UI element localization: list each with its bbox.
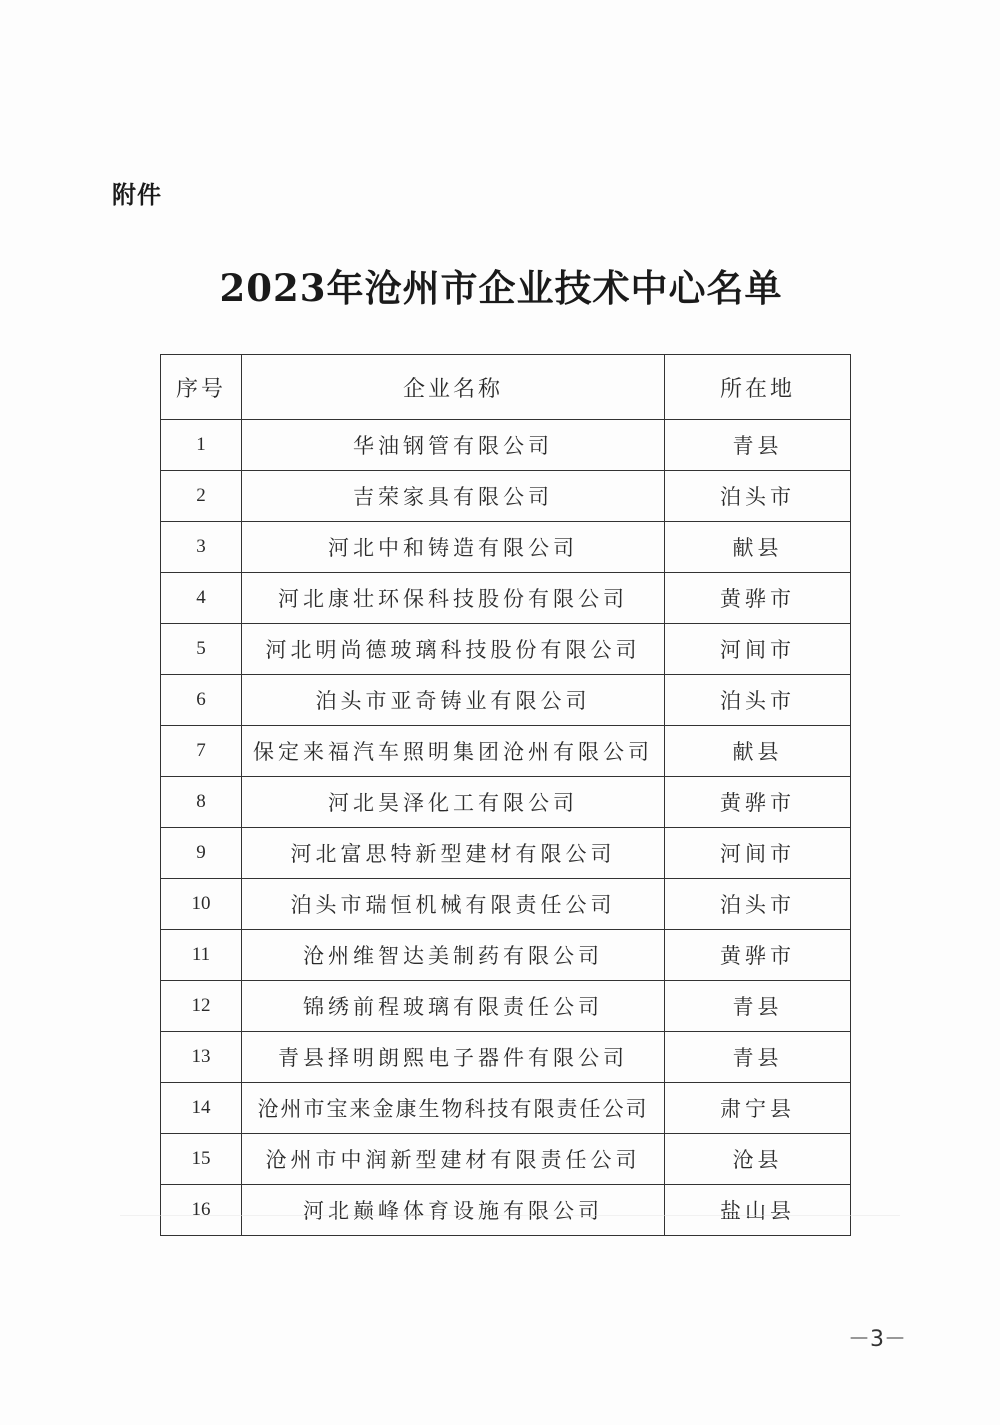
location: 黄骅市	[665, 777, 851, 828]
company-name: 河北康壮环保科技股份有限公司	[242, 573, 665, 624]
document-title: 2023年沧州市企业技术中心名单	[219, 266, 783, 310]
location: 黄骅市	[665, 930, 851, 981]
row-index: 10	[161, 879, 242, 930]
row-index: 11	[161, 930, 242, 981]
company-name: 河北中和铸造有限公司	[242, 522, 665, 573]
company-name: 华油钢管有限公司	[242, 420, 665, 471]
row-index: 16	[161, 1185, 242, 1236]
location: 泊头市	[665, 471, 851, 522]
row-index: 15	[161, 1134, 242, 1185]
location: 献县	[665, 726, 851, 777]
location: 泊头市	[665, 675, 851, 726]
row-index: 3	[161, 522, 242, 573]
attachment-label: 附件	[112, 181, 162, 209]
row-index: 14	[161, 1083, 242, 1134]
row-index: 9	[161, 828, 242, 879]
company-name: 泊头市亚奇铸业有限公司	[242, 675, 665, 726]
table-header-row	[161, 355, 851, 420]
company-name: 沧州市中润新型建材有限责任公司	[242, 1134, 665, 1185]
column-header-company: 企业名称	[242, 355, 665, 420]
location: 河间市	[665, 828, 851, 879]
company-name: 河北富思特新型建材有限公司	[242, 828, 665, 879]
table-row	[161, 879, 851, 930]
company-name: 吉荣家具有限公司	[242, 471, 665, 522]
location: 沧县	[665, 1134, 851, 1185]
table-row	[161, 726, 851, 777]
company-name: 沧州市宝来金康生物科技有限责任公司	[242, 1083, 665, 1134]
location: 青县	[665, 981, 851, 1032]
table-row	[161, 1134, 851, 1185]
enterprise-tech-center-table	[160, 354, 851, 1236]
column-header-location: 所在地	[665, 355, 851, 420]
table-row	[161, 981, 851, 1032]
company-name: 保定来福汽车照明集团沧州有限公司	[242, 726, 665, 777]
row-index: 5	[161, 624, 242, 675]
location: 河间市	[665, 624, 851, 675]
table-row	[161, 573, 851, 624]
table-row	[161, 777, 851, 828]
row-index: 6	[161, 675, 242, 726]
table-row	[161, 471, 851, 522]
company-name: 河北昊泽化工有限公司	[242, 777, 665, 828]
row-index: 4	[161, 573, 242, 624]
row-index: 7	[161, 726, 242, 777]
company-name: 河北巅峰体育设施有限公司	[242, 1185, 665, 1236]
column-header-index: 序号	[161, 355, 242, 420]
table-row	[161, 1083, 851, 1134]
company-name: 沧州维智达美制药有限公司	[242, 930, 665, 981]
location: 肃宁县	[665, 1083, 851, 1134]
table-row	[161, 522, 851, 573]
row-index: 8	[161, 777, 242, 828]
company-name: 泊头市瑞恒机械有限责任公司	[242, 879, 665, 930]
company-name: 锦绣前程玻璃有限责任公司	[242, 981, 665, 1032]
table-row	[161, 930, 851, 981]
table-row	[161, 420, 851, 471]
table-row	[161, 675, 851, 726]
location: 黄骅市	[665, 573, 851, 624]
page-number: －3－	[848, 1327, 906, 1352]
table-row	[161, 624, 851, 675]
table-row	[161, 1032, 851, 1083]
company-name: 青县择明朗熙电子器件有限公司	[242, 1032, 665, 1083]
location: 泊头市	[665, 879, 851, 930]
row-index: 13	[161, 1032, 242, 1083]
row-index: 12	[161, 981, 242, 1032]
location: 青县	[665, 1032, 851, 1083]
location: 献县	[665, 522, 851, 573]
location: 青县	[665, 420, 851, 471]
bleed-through-artifact	[120, 1215, 900, 1276]
table-row	[161, 828, 851, 879]
row-index: 2	[161, 471, 242, 522]
company-name: 河北明尚德玻璃科技股份有限公司	[242, 624, 665, 675]
row-index: 1	[161, 420, 242, 471]
location: 盐山县	[665, 1185, 851, 1236]
